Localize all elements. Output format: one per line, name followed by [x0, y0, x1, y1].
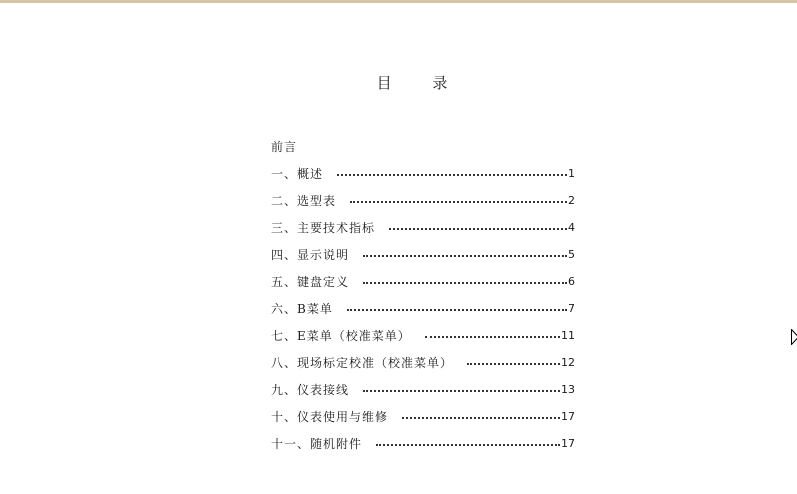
- toc-entry-overview[interactable]: [271, 160, 575, 187]
- toc-entry-label: 二、选型表: [271, 193, 337, 208]
- toc-entry-label: 十、仪表使用与维修: [271, 409, 389, 424]
- toc-leader-dots: [467, 355, 560, 365]
- toc-page-number: 5: [568, 247, 575, 261]
- toc-page-number: 17: [561, 436, 575, 450]
- toc-page-number: 11: [561, 328, 575, 342]
- toc-entry-specifications[interactable]: [271, 214, 575, 241]
- toc-page-number: 2: [568, 193, 575, 207]
- toc-entry-e-menu[interactable]: [271, 322, 575, 349]
- toc-entry-label: 前言: [271, 139, 298, 154]
- toc-entry-label: 一、概述: [271, 166, 324, 181]
- toc-page-number: 13: [561, 382, 575, 396]
- toc-page-number: 12: [561, 355, 575, 369]
- toc-page-number: 7: [568, 301, 575, 315]
- toc-page-number: 4: [568, 220, 575, 234]
- toc-entry-label: 四、显示说明: [271, 247, 350, 262]
- toc-entry-wiring[interactable]: [271, 376, 575, 403]
- toc-entry-label: 六、B菜单: [271, 301, 333, 316]
- toc-entry-field-calibration[interactable]: [271, 349, 575, 376]
- toc-leader-dots: [389, 220, 567, 230]
- toc-leader-dots: [402, 409, 560, 419]
- toc-leader-dots: [350, 193, 567, 203]
- toc-page-number: 6: [568, 274, 575, 288]
- toc-entry-label: 八、现场标定校准（校准菜单）: [271, 355, 454, 370]
- toc-leader-dots: [376, 436, 560, 446]
- toc-entry-keyboard[interactable]: [271, 268, 575, 295]
- mouse-cursor-icon: [791, 329, 797, 345]
- toc-title: 目 录: [376, 74, 466, 92]
- toc-page-number: 17: [561, 409, 575, 423]
- toc-entry-b-menu[interactable]: [271, 295, 575, 322]
- toc-entry-selection-table[interactable]: [271, 187, 575, 214]
- toc-leader-dots: [363, 274, 567, 284]
- toc-entry-usage-maintenance[interactable]: [271, 403, 575, 430]
- toc-page-number: 1: [568, 166, 575, 180]
- toc-entry-display[interactable]: [271, 241, 575, 268]
- table-of-contents: [271, 133, 575, 457]
- toc-entry-label: 十一、随机附件: [271, 436, 363, 451]
- toc-entry-accessories[interactable]: [271, 430, 575, 457]
- toc-entry-preface[interactable]: [271, 133, 575, 160]
- toc-leader-dots: [337, 166, 567, 176]
- toc-leader-dots: [363, 382, 560, 392]
- toc-entry-label: 五、键盘定义: [271, 274, 350, 289]
- toc-entry-label: 三、主要技术指标: [271, 220, 376, 235]
- toc-leader-dots: [363, 247, 567, 257]
- toc-entry-label: 九、仪表接线: [271, 382, 350, 397]
- toc-leader-dots: [347, 301, 567, 311]
- toc-leader-dots: [425, 328, 560, 338]
- toc-entry-label: 七、E菜单（校准菜单）: [271, 328, 411, 343]
